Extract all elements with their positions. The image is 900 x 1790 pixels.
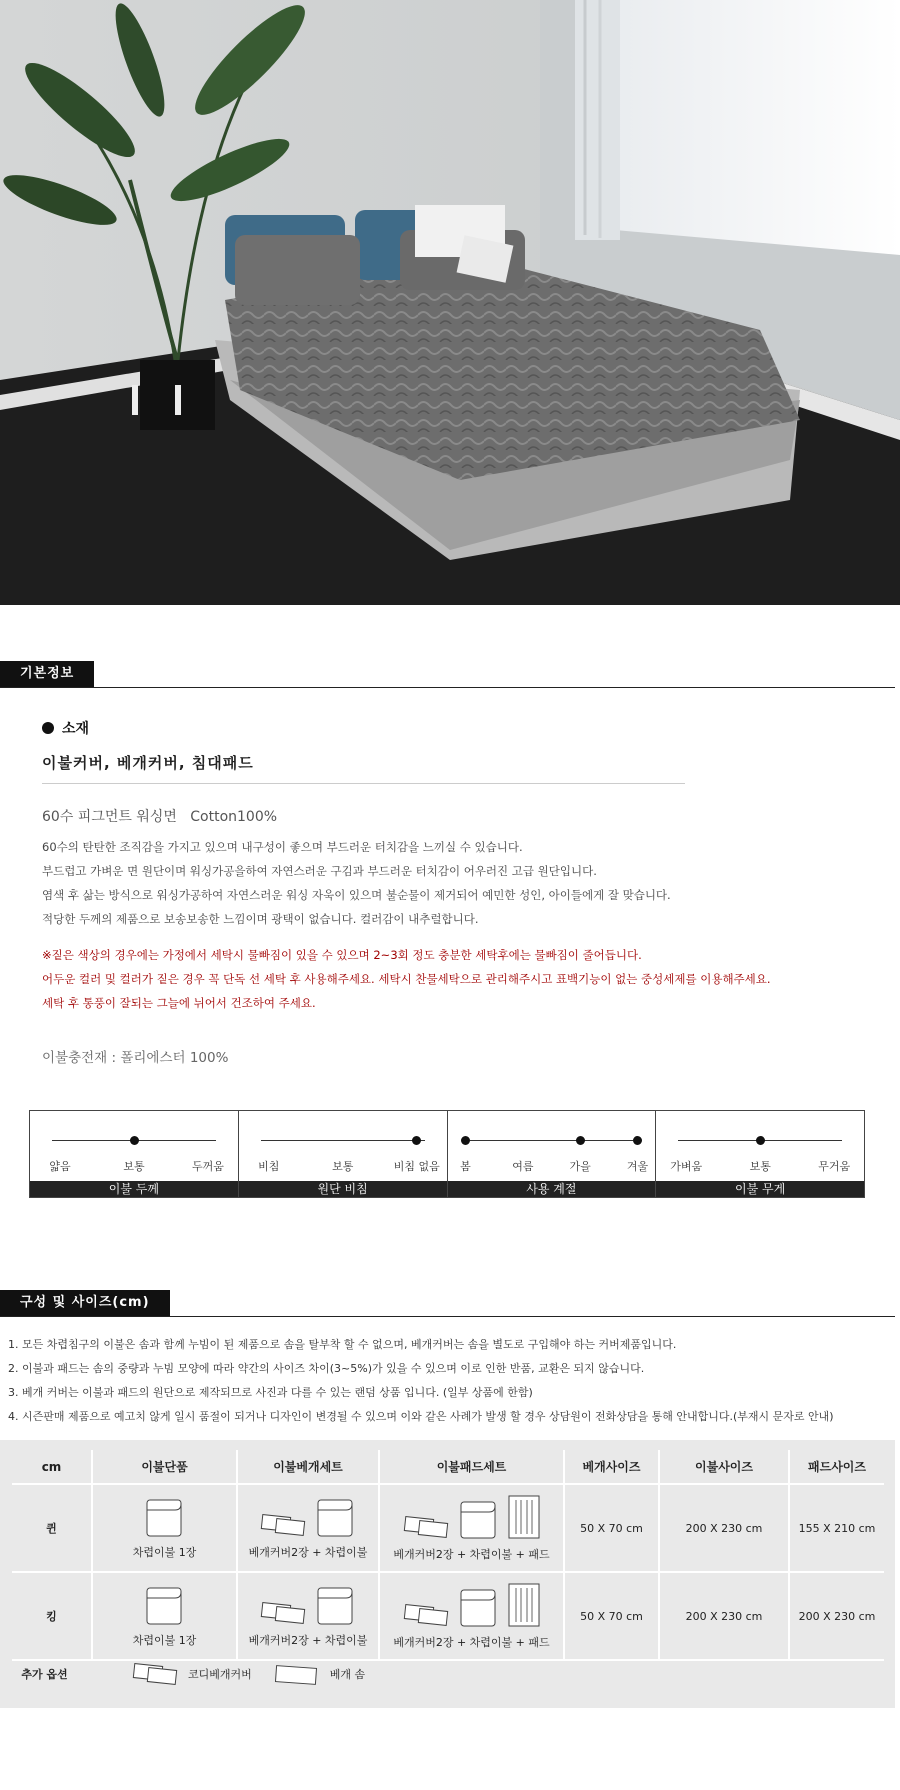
scale-label: 비침 없음 bbox=[393, 1160, 440, 1173]
note-line: 4. 시즌판매 제품으로 예고치 않게 일시 품절이 되거나 디자인이 변경될 수 있으며 이와 같은 사례가 발생 할 경우 상담원이 전화상담을 통해 안내합니다.(부재시 문자로 안내) bbox=[8, 1410, 834, 1423]
pad-set-cell: 베개커버2장 + 차렵이불 + 패드 bbox=[379, 1572, 564, 1660]
section-header-size bbox=[0, 1290, 895, 1317]
scale-marker bbox=[633, 1136, 642, 1145]
pillow-icon bbox=[260, 1512, 308, 1538]
scale-label: 얇음 bbox=[49, 1160, 71, 1173]
pillow-insert-icon bbox=[272, 1661, 322, 1687]
warning-line: ※짙은 색상의 경우에는 가정에서 세탁시 물빠짐이 있을 수 있으며 2~3회 정도 충분한 세탁후에는 물빠짐이 줄어듭니다. bbox=[42, 948, 642, 962]
material-heading: 소재 bbox=[42, 718, 89, 738]
material-items: 이불커버, 베개커버, 침대패드 bbox=[42, 754, 254, 772]
scale-season bbox=[448, 1111, 657, 1197]
scale-title: 원단 비침 bbox=[239, 1181, 447, 1197]
pillow-icon bbox=[403, 1514, 451, 1540]
scale-label: 보통 bbox=[123, 1160, 145, 1173]
fabric-description bbox=[42, 835, 671, 931]
fabric-title: 60수 피그먼트 워싱면 Cotton100% bbox=[42, 809, 278, 825]
header-pillow-size: 베개사이즈 bbox=[564, 1450, 659, 1484]
header-pad-set: 이불패드세트 bbox=[379, 1450, 564, 1484]
quilt-icon bbox=[459, 1586, 499, 1628]
quilt-icon bbox=[145, 1584, 185, 1626]
scale-thickness bbox=[30, 1111, 239, 1197]
table-row bbox=[12, 1484, 884, 1572]
description-line: 60수의 탄탄한 조직감을 가지고 있으며 내구성이 좋으며 부드러운 터치감을 느끼실 수 있습니다. bbox=[42, 840, 523, 854]
warning-line: 세탁 후 통풍이 잘되는 그늘에 뉘어서 건조하여 주세요. bbox=[42, 996, 316, 1010]
pad-size-cell: 155 X 210 cm bbox=[789, 1484, 884, 1572]
description-line: 적당한 두께의 제품으로 보송보송한 느낌이며 광택이 없습니다. 컬러감이 내추럴합니다. bbox=[42, 912, 479, 926]
single-cell: 차렵이불 1장 bbox=[92, 1572, 237, 1660]
header-single: 이불단품 bbox=[92, 1450, 237, 1484]
pillow-size-cell: 50 X 70 cm bbox=[564, 1572, 659, 1660]
quilt-icon bbox=[316, 1496, 356, 1538]
feature-scales bbox=[29, 1110, 865, 1198]
description-line: 부드럽고 가벼운 면 원단이며 워싱가공을하여 자연스러운 구김과 부드러운 터치감이 어우러진 고급 원단입니다. bbox=[42, 864, 597, 878]
quilt-size-cell: 200 X 230 cm bbox=[659, 1572, 789, 1660]
pad-icon bbox=[507, 1494, 541, 1540]
scale-label: 봄 bbox=[460, 1160, 471, 1173]
divider bbox=[42, 783, 685, 784]
scale-line bbox=[261, 1140, 425, 1141]
scale-label: 여름 bbox=[512, 1160, 534, 1173]
pillow-size-cell: 50 X 70 cm bbox=[564, 1484, 659, 1572]
pad-set-cell: 베개커버2장 + 차렵이불 + 패드 bbox=[379, 1484, 564, 1572]
size-table-panel bbox=[0, 1440, 895, 1708]
scale-sheerness bbox=[239, 1111, 448, 1197]
option-item: 베개 솜 bbox=[272, 1661, 365, 1687]
scale-label: 겨울 bbox=[626, 1160, 649, 1173]
note-line: 2. 이불과 패드는 솜의 중량과 누빔 모양에 따라 약간의 사이즈 차이(3~5%)가 있을 수 있으며 이로 인한 반품, 교환은 되지 않습니다. bbox=[8, 1362, 645, 1375]
scale-marker bbox=[756, 1136, 765, 1145]
pillow-icon bbox=[260, 1600, 308, 1626]
scale-weight bbox=[656, 1111, 864, 1197]
note-line: 3. 베개 커버는 이불과 패드의 원단으로 제작되므로 사진과 다를 수 있는 랜덤 상품 입니다. (일부 상품에 한함) bbox=[8, 1386, 533, 1399]
quilt-size-cell: 200 X 230 cm bbox=[659, 1484, 789, 1572]
scale-label: 비침 bbox=[258, 1160, 280, 1173]
scale-title: 사용 계절 bbox=[448, 1181, 656, 1197]
option-item: 코디베개커버 bbox=[132, 1661, 252, 1687]
note-line: 1. 모든 차렵침구의 이불은 솜과 함께 누빔이 된 제품으로 솜을 탈부착 할 수 없으며, 베개커버는 솜을 별도로 구입해야 하는 커버제품입니다. bbox=[8, 1338, 677, 1351]
scale-marker bbox=[576, 1136, 585, 1145]
scale-label: 가을 bbox=[569, 1160, 591, 1173]
header-quilt-size: 이불사이즈 bbox=[659, 1450, 789, 1484]
pillow-set-cell: 베개커버2장 + 차렵이불 bbox=[237, 1572, 379, 1660]
scale-label: 보통 bbox=[749, 1160, 771, 1173]
header-cm: cm bbox=[12, 1450, 92, 1484]
scale-marker bbox=[412, 1136, 421, 1145]
scale-title: 이불 두께 bbox=[30, 1181, 238, 1197]
bullet-icon bbox=[42, 722, 54, 734]
wash-warning bbox=[42, 943, 771, 1015]
hero-photo bbox=[0, 0, 900, 605]
section-header-basic-info bbox=[0, 661, 895, 688]
scale-label: 가벼움 bbox=[670, 1160, 703, 1173]
scale-marker bbox=[461, 1136, 470, 1145]
quilt-icon bbox=[145, 1496, 185, 1538]
extra-options-label: 추가 옵션 bbox=[21, 1668, 68, 1681]
quilt-icon bbox=[459, 1498, 499, 1540]
size-label: 킹 bbox=[12, 1572, 92, 1660]
size-table bbox=[12, 1450, 884, 1661]
scale-label: 보통 bbox=[332, 1160, 354, 1173]
table-row bbox=[12, 1572, 884, 1660]
scale-title: 이불 무게 bbox=[656, 1181, 864, 1197]
warning-line: 어두운 컬러 및 컬러가 짙은 경우 꼭 단독 선 세탁 후 사용해주세요. 세탁시 찬물세탁으로 관리해주시고 표백기능이 없는 중성세제를 이용해주세요. bbox=[42, 972, 771, 986]
scale-line bbox=[470, 1140, 634, 1141]
section-tab-size: 구성 및 사이즈(cm) bbox=[0, 1290, 170, 1316]
scale-label: 두꺼움 bbox=[192, 1160, 224, 1173]
single-cell: 차렵이불 1장 bbox=[92, 1484, 237, 1572]
pillow-icon bbox=[403, 1602, 451, 1628]
scale-label: 무거움 bbox=[818, 1160, 851, 1173]
size-label: 퀸 bbox=[12, 1484, 92, 1572]
size-notes bbox=[8, 1333, 834, 1429]
header-pad-size: 패드사이즈 bbox=[789, 1450, 884, 1484]
section-tab-basic-info: 기본정보 bbox=[0, 661, 94, 687]
extra-options-row bbox=[12, 1654, 882, 1694]
scale-marker bbox=[130, 1136, 139, 1145]
pillow-icon bbox=[132, 1661, 180, 1687]
quilt-icon bbox=[316, 1584, 356, 1626]
pad-size-cell: 200 X 230 cm bbox=[789, 1572, 884, 1660]
pad-icon bbox=[507, 1582, 541, 1628]
description-line: 염색 후 삶는 방식으로 워싱가공하여 자연스러운 워싱 자욱이 있으며 불순물이 제거되어 예민한 성인, 아이들에게 잘 맞습니다. bbox=[42, 888, 671, 902]
pillow-set-cell: 베개커버2장 + 차렵이불 bbox=[237, 1484, 379, 1572]
filling-info: 이불충전재 : 폴리에스터 100% bbox=[42, 1050, 229, 1066]
header-pillow-set: 이불베개세트 bbox=[237, 1450, 379, 1484]
